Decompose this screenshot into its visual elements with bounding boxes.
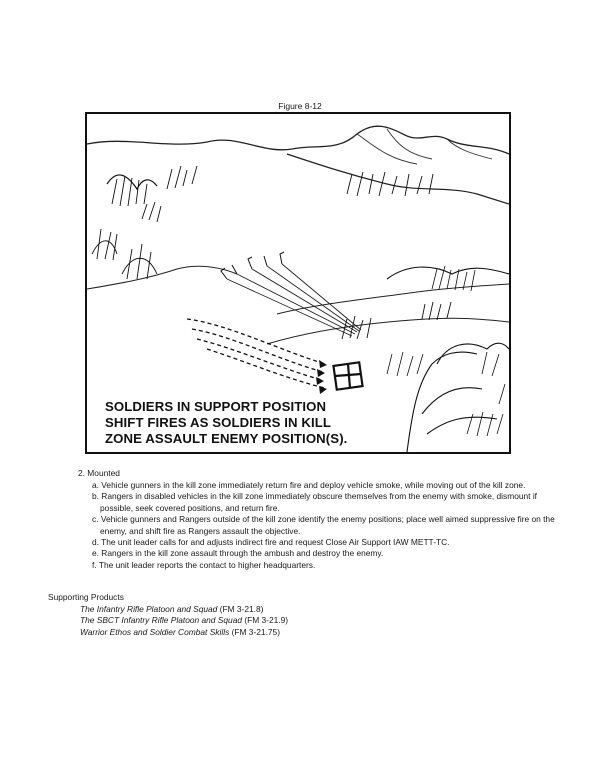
list-item: d. The unit leader calls for and adjusts indirect fire and request Close Air Support IAW METT-TC. [92, 537, 450, 548]
mounted-actions-list [92, 480, 562, 571]
figure-overlay-text [105, 399, 347, 447]
product-ref: (FM 3-21.75) [229, 626, 280, 637]
overlay-line: SOLDIERS IN SUPPORT POSITION [105, 399, 327, 414]
product-ref: (FM 3-21.9) [242, 615, 289, 626]
list-item: a. Vehicle gunners in the kill zone immediately return fire and deploy vehicle smoke, while moving out of the kill zone. [92, 480, 526, 490]
overlay-line: ZONE ASSAULT ENEMY POSITION(S). [105, 431, 348, 446]
objective-icon [333, 362, 362, 389]
section-heading: 2. Mounted [78, 468, 120, 478]
supporting-products-list [80, 604, 288, 638]
list-item: b. Rangers in disabled vehicles in the kill zone immediately obscure themselves from the enemy with smoke, dismount if possible, seek covered positions, and return fire. [92, 491, 538, 513]
ambush-illustration [85, 112, 511, 454]
product-title: The SBCT Infantry Rifle Platoon and Squad [80, 615, 243, 626]
product-title: The Infantry Rifle Platoon and Squad [80, 604, 218, 614]
supporting-products-heading: Supporting Products [48, 592, 124, 602]
list-item: c. Vehicle gunners and Rangers outside of the kill zone identify the enemy positions; place well aimed suppressive fire on the enemy, and shift fire as Rangers assault the objective. [92, 514, 555, 536]
overlay-line: SHIFT FIRES AS SOLDIERS IN KILL [105, 415, 332, 430]
list-item: f. The unit leader reports the contact to higher headquarters. [92, 559, 316, 570]
product-item [80, 615, 288, 626]
product-ref: (FM 3-21.8) [217, 604, 264, 614]
list-item: e. Rangers in the kill zone assault through the ambush and destroy the enemy. [92, 548, 384, 559]
figure-caption: Figure 8-12 [278, 101, 322, 111]
product-item [80, 627, 288, 638]
product-title: Warrior Ethos and Soldier Combat Skills [80, 626, 230, 637]
product-item [80, 604, 288, 615]
